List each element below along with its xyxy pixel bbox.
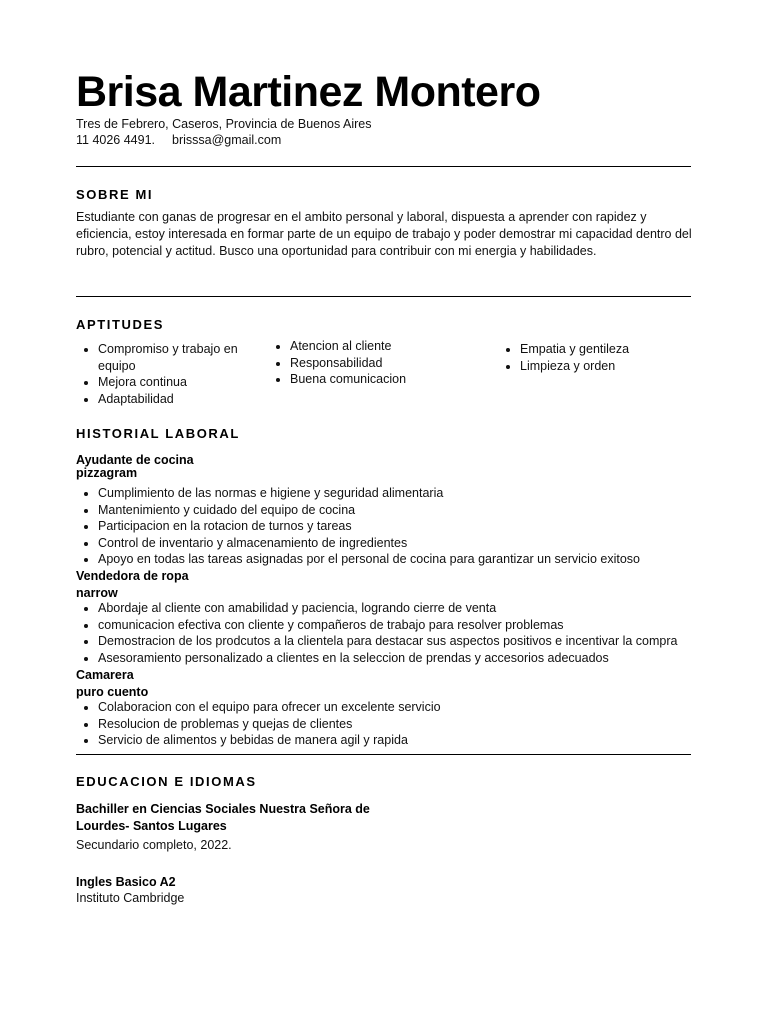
skill-item: • Buena comunicacion [290,371,406,388]
skill-item: • Limpieza y orden [520,358,629,375]
task-item: • Cumplimiento de las normas e higiene y seguridad alimentaria [98,485,640,502]
about-text: Estudiante con ganas de progresar en el ambito personal y laboral, dispuesta a aprender con rapidez y eficiencia, estoy interesada en formar parte de un equipo de trabajo y poder demostrar mi capacidad dentro del rubro, potencial y actitud. Busco una oportunidad para contribuir con mi energia y habilidades. [76,210,692,258]
job-tasks [76,699,441,749]
task-item: • Control de inventario y almacenamiento de ingredientes [98,535,640,552]
job-company: narrow [76,586,118,600]
task-item: • Demostracion de los prodcutos a la clientela para destacar sus aspectos positivos e incentivar la compra [98,633,677,650]
skill-item: • Empatia y gentileza [520,341,629,358]
task-item: • Participacion en la rotacion de turnos y tareas [98,518,640,535]
section-title-skills: APTITUDES [76,317,165,332]
job-company: pizzagram [76,466,138,480]
task-item: • comunicacion efectiva con cliente y compañeros de trabajo para resolver problemas [98,617,677,634]
task-item: • Abordaje al cliente con amabilidad y paciencia, logrando cierre de venta [98,600,677,617]
phone: 11 4026 4491. [76,133,156,147]
email: brisssa@gmail.com [172,133,282,147]
job-company: puro cuento [76,685,149,699]
task-item: • Mantenimiento y cuidado del equipo de cocina [98,502,640,519]
job-role: Camarera [76,668,134,682]
skill-item: • Mejora continua [98,374,274,391]
skill-item: • Compromiso y trabajo en equipo [98,341,274,374]
task-item: • Resolucion de problemas y quejas de clientes [98,716,441,733]
language-level: Ingles Basico A2 [76,875,176,889]
task-item: • Asesoramiento personalizado a clientes en la seleccion de prendas y accesorios adecuados [98,650,677,667]
divider-work [76,754,691,755]
language-institute: Instituto Cambridge [76,891,185,905]
skill-item: • Atencion al cliente [290,338,406,355]
job-tasks [76,485,640,568]
job-tasks [76,600,677,666]
job-role: Ayudante de cocina [76,453,194,467]
task-item: • Servicio de alimentos y bebidas de manera agil y rapida [98,732,441,749]
job-role: Vendedora de ropa [76,569,189,583]
skill-item: • Adaptabilidad [98,391,274,408]
task-item: • Colaboracion con el equipo para ofrecer un excelente servicio [98,699,441,716]
task-item: • Apoyo en todas las tareas asignadas por el personal de cocina para garantizar un servicio exitoso [98,551,640,568]
school-name: Bachiller en Ciencias Sociales Nuestra Señora de Lourdes- Santos Lugares [76,802,370,833]
section-title-about: SOBRE MI [76,187,154,202]
section-title-education: EDUCACION E IDIOMAS [76,774,257,789]
divider-header [76,166,691,167]
section-title-work: HISTORIAL LABORAL [76,426,240,441]
divider-about [76,296,691,297]
skills-column-1 [76,341,274,407]
candidate-name: Brisa Martinez Montero [76,68,541,116]
skills-column-3 [498,341,629,374]
school-detail: Secundario completo, 2022. [76,838,232,852]
skills-column-2 [268,338,406,388]
address: Tres de Febrero, Caseros, Provincia de Buenos Aires [76,117,372,131]
skill-item: • Responsabilidad [290,355,406,372]
